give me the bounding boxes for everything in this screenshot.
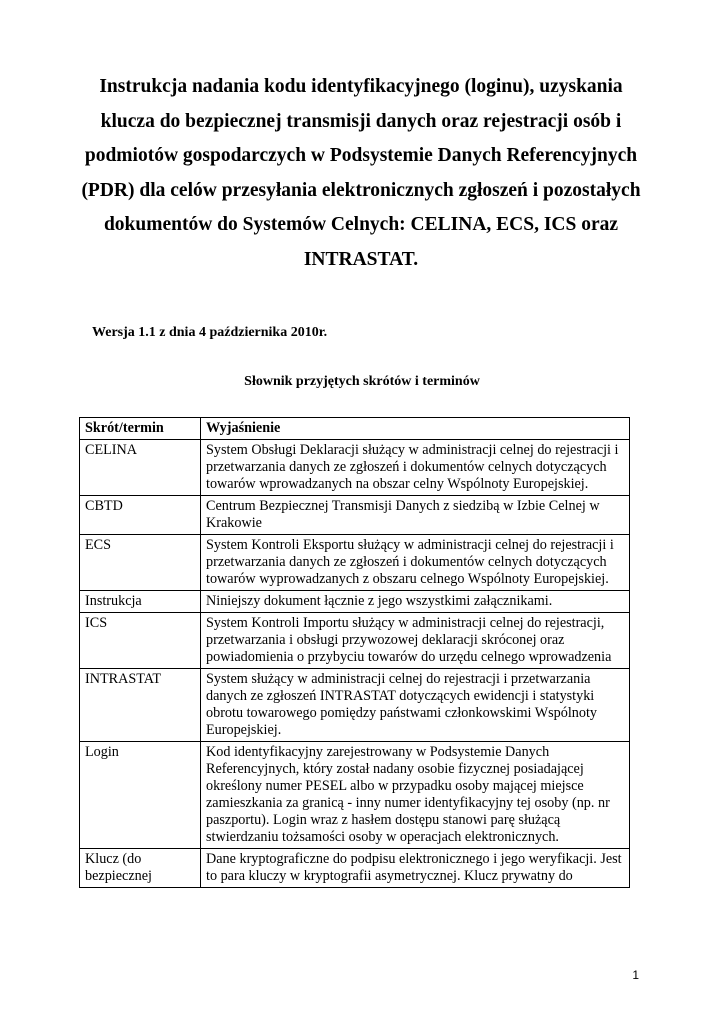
column-header-term: Skrót/termin (80, 418, 201, 440)
document-title (78, 70, 644, 278)
table-row (80, 849, 630, 888)
page-number: 1 (632, 968, 639, 982)
table-row (80, 742, 630, 849)
column-header-explanation: Wyjaśnienie (201, 418, 630, 440)
term-cell: CELINA (80, 440, 201, 496)
term-cell: CBTD (80, 496, 201, 535)
table-row (80, 496, 630, 535)
term-cell: Klucz (do bezpiecznej (80, 849, 201, 888)
explanation-cell: System Obsługi Deklaracji służący w administracji celnej do rejestracji i przetwarzania danych ze zgłoszeń i dokumentów celnych dotyczących towarów wprowadzanych na obszar celny Wspólnoty Europejskiej. (201, 440, 630, 496)
explanation-cell: System Kontroli Eksportu służący w administracji celnej do rejestracji i przetwarzania danych ze zgłoszeń i dokumentów celnych dotyczących towarów wyprowadzanych z obszaru celnego Wspólnoty Europejskiej. (201, 535, 630, 591)
table-row (80, 535, 630, 591)
title-line: INTRASTAT. (303, 248, 419, 270)
explanation-cell: Niniejszy dokument łącznie z jego wszystkimi załącznikami. (201, 591, 630, 613)
explanation-cell: Centrum Bezpiecznej Transmisji Danych z siedzibą w Izbie Celnej w Krakowie (201, 496, 630, 535)
term-cell: ECS (80, 535, 201, 591)
term-cell: Login (80, 742, 201, 849)
title-line: dokumentów do Systemów Celnych: CELINA, ECS, ICS oraz (103, 214, 619, 236)
explanation-cell: Kod identyfikacyjny zarejestrowany w Podsystemie Danych Referencyjnych, który został nadany osobie fizycznej posiadającej określony numer PESEL albo w przypadku osoby mającej miejsce zamieszkania za granicą - inny numer identyfikacyjny tej osoby (np. nr paszportu). Login wraz z hasłem dostępu stanowi parę służącą stwierdzaniu tożsamości osoby w operacjach elektronicznych. (201, 742, 630, 849)
explanation-cell: Dane kryptograficzne do podpisu elektronicznego i jego weryfikacji. Jest to para kluczy w kryptografii asymetrycznej. Klucz prywatny do (201, 849, 630, 888)
title-line: (PDR) dla celów przesyłania elektronicznych zgłoszeń i pozostałych (81, 179, 641, 201)
glossary-table (79, 417, 630, 888)
title-line: klucza do bezpiecznej transmisji danych oraz rejestracji osób i (100, 110, 622, 132)
term-cell: INTRASTAT (80, 669, 201, 742)
version-info: Wersja 1.1 z dnia 4 października 2010r. (92, 325, 328, 340)
table-row (80, 613, 630, 669)
title-line: podmiotów gospodarczych w Podsystemie Danych Referencyjnych (84, 145, 638, 167)
term-cell: Instrukcja (80, 591, 201, 613)
table-row (80, 440, 630, 496)
explanation-cell: System służący w administracji celnej do rejestracji i przetwarzania danych ze zgłoszeń INTRASTAT dotyczących ewidencji i statystyki obrotu towarowego pomiędzy państwami członkowskimi Wspólnoty Europejskiej. (201, 669, 630, 742)
table-row (80, 591, 630, 613)
glossary-title: Słownik przyjętych skrótów i terminów (244, 374, 480, 389)
table-row (80, 669, 630, 742)
title-line: Instrukcja nadania kodu identyfikacyjnego (loginu), uzyskania (99, 76, 623, 97)
term-cell: ICS (80, 613, 201, 669)
explanation-cell: System Kontroli Importu służący w administracji celnej do rejestracji, przetwarzania i obsługi przywozowej deklaracji skróconej oraz powiadomienia o przybyciu towarów do urzędu celnego wprowadzenia (201, 613, 630, 669)
table-header-row (80, 418, 630, 440)
